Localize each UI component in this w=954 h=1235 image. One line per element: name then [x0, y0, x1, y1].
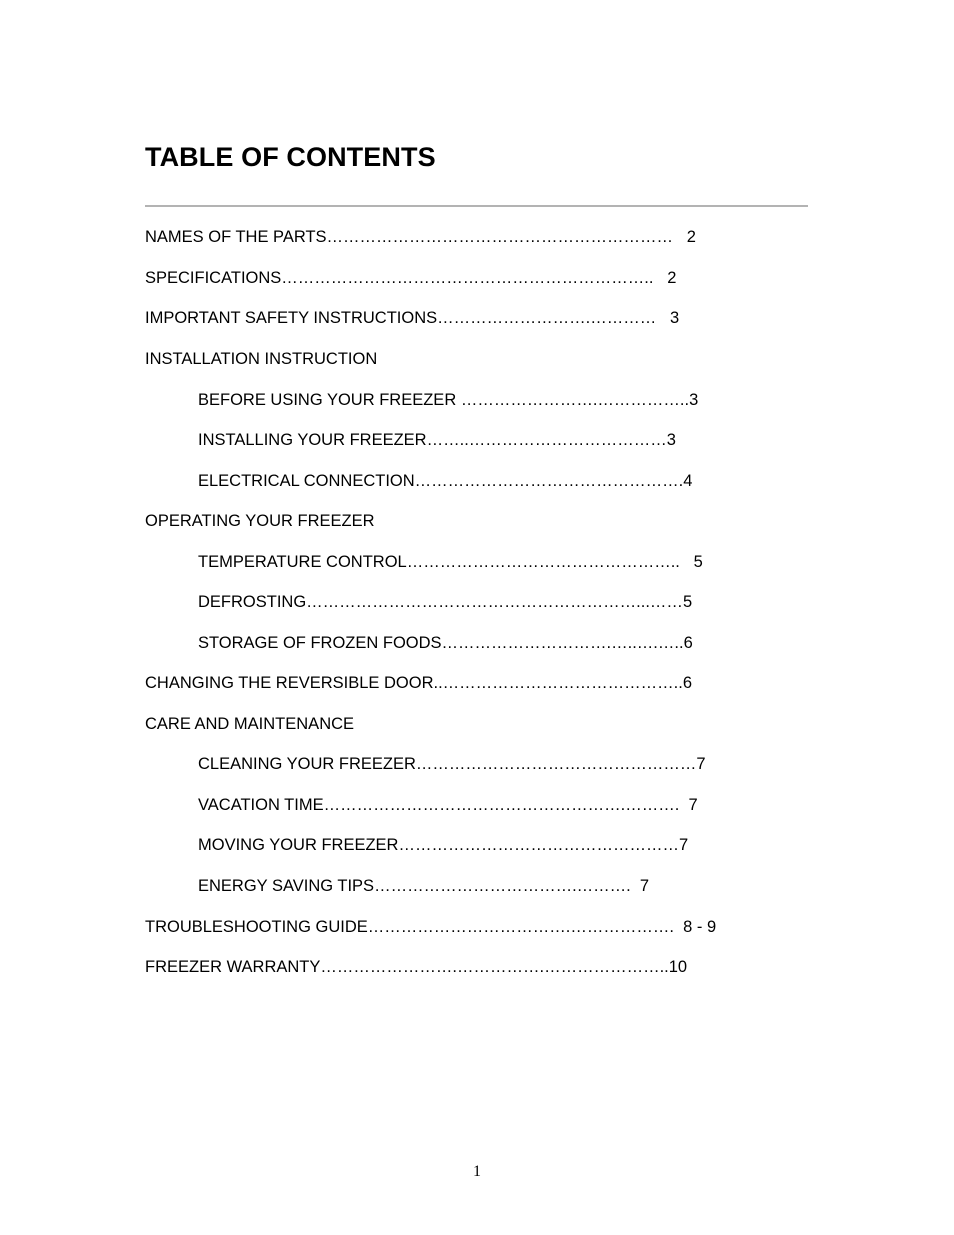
toc-entry-page: 3: [656, 309, 680, 327]
toc-entry-page: 7: [630, 877, 650, 895]
toc-entry-leader: ……………………………….……….: [374, 877, 631, 895]
toc-entry-leader: …………………………………………………………..: [281, 269, 654, 287]
toc-entry-label: NAMES OF THE PARTS: [145, 228, 327, 246]
toc-entry-changing-the-reversible-door[interactable]: [145, 672, 692, 694]
toc-entry-leader: ……………………….…………: [437, 309, 657, 327]
toc-entry-troubleshooting-guide[interactable]: [145, 916, 716, 938]
toc-entry-page: 8 - 9: [673, 918, 717, 936]
toc-entry-page: 3: [666, 431, 676, 449]
toc-entry-leader: ……………………………………………….……….: [323, 796, 680, 814]
toc-entry-leader: ……………………………………………………...……: [306, 593, 683, 611]
toc-entry-page: 7: [696, 755, 706, 773]
toc-entry-label: FREEZER WARRANTY: [145, 958, 321, 976]
toc-entry-leader: ………………………………………….: [414, 472, 684, 490]
toc-entry-leader: ………………………………………………………: [326, 228, 674, 246]
toc-entry-page: 2: [673, 228, 696, 246]
toc-entry-page: 2: [653, 269, 677, 287]
toc-entry-leader: …………………….…………….…………………..: [320, 958, 669, 976]
toc-entry-page: 6: [683, 634, 693, 652]
toc-entry-specifications[interactable]: [145, 267, 676, 289]
toc-entry-label: BEFORE USING YOUR FREEZER: [198, 391, 461, 409]
toc-entry-label: SPECIFICATIONS: [145, 269, 282, 287]
toc-entry-page: 3: [689, 391, 699, 409]
toc-entry-label: CLEANING YOUR FREEZER: [198, 755, 416, 773]
toc-entry-label: CARE AND MAINTENANCE: [145, 715, 355, 733]
title-divider: [145, 205, 808, 207]
toc-entry-important-safety-instructions[interactable]: [145, 307, 679, 329]
toc-entry-leader: ..……………………………………..: [433, 674, 683, 692]
toc-entry-page: 4: [683, 472, 693, 490]
toc-entry-leader: ……………………………………………: [415, 755, 697, 773]
toc-entry-leader: ……………………………………………: [398, 836, 679, 854]
toc-entry-label: DEFROSTING: [198, 593, 307, 611]
toc-entry-names-of-the-parts[interactable]: [145, 226, 696, 248]
toc-entry-leader: …………………………………………..: [406, 553, 680, 571]
toc-entry-label: ENERGY SAVING TIPS: [198, 877, 375, 895]
toc-entry-cleaning-your-freezer[interactable]: [198, 753, 706, 775]
toc-entry-freezer-warranty[interactable]: [145, 956, 687, 978]
toc-entry-leader: ………………………….…..….…..: [441, 634, 684, 652]
toc-entry-label: STORAGE OF FROZEN FOODS: [198, 634, 442, 652]
toc-entry-label: INSTALLATION INSTRUCTION: [145, 350, 378, 368]
toc-entry-page: 10: [668, 958, 688, 976]
toc-entry-installation-instruction[interactable]: [145, 348, 377, 370]
page-title: TABLE OF CONTENTS: [145, 142, 436, 172]
toc-entry-care-and-maintenance[interactable]: [145, 713, 354, 735]
toc-entry-storage-of-frozen-foods[interactable]: [198, 632, 693, 654]
toc-entry-electrical-connection[interactable]: [198, 470, 692, 492]
toc-entry-label: MOVING YOUR FREEZER: [198, 836, 399, 854]
toc-entry-leader: ……..………………………………: [426, 431, 667, 449]
toc-entry-before-using-your-freezer[interactable]: [198, 389, 698, 411]
toc-entry-label: OPERATING YOUR FREEZER: [145, 512, 375, 530]
toc-entry-label: TROUBLESHOOTING GUIDE: [145, 918, 368, 936]
toc-entry-temperature-control[interactable]: [198, 551, 703, 573]
toc-entry-label: CHANGING THE REVERSIBLE DOOR: [145, 674, 434, 692]
toc-entry-leader: ……………………………….……………….: [367, 918, 674, 936]
toc-entry-label: TEMPERATURE CONTROL: [198, 553, 407, 571]
toc-entry-page: 7: [678, 836, 689, 854]
toc-entry-energy-saving-tips[interactable]: [198, 875, 649, 897]
page-number: 1: [473, 1163, 481, 1180]
toc-entry-moving-your-freezer[interactable]: [198, 834, 688, 856]
toc-entry-installing-your-freezer[interactable]: [198, 429, 676, 451]
toc-entry-page: 5: [679, 553, 703, 571]
toc-entry-page: 7: [679, 796, 698, 814]
toc-entry-leader: …………………….……………..: [460, 391, 690, 409]
toc-entry-label: ELECTRICAL CONNECTION: [198, 472, 415, 490]
toc-entry-defrosting[interactable]: [198, 591, 692, 613]
toc-entry-label: VACATION TIME: [198, 796, 324, 814]
toc-entry-page: 5: [682, 593, 693, 611]
toc-entry-vacation-time[interactable]: [198, 794, 698, 816]
toc-entry-label: INSTALLING YOUR FREEZER: [198, 431, 427, 449]
toc-entry-label: IMPORTANT SAFETY INSTRUCTIONS: [145, 309, 438, 327]
toc-entry-operating-your-freezer[interactable]: [145, 510, 375, 532]
toc-entry-page: 6: [682, 674, 693, 692]
